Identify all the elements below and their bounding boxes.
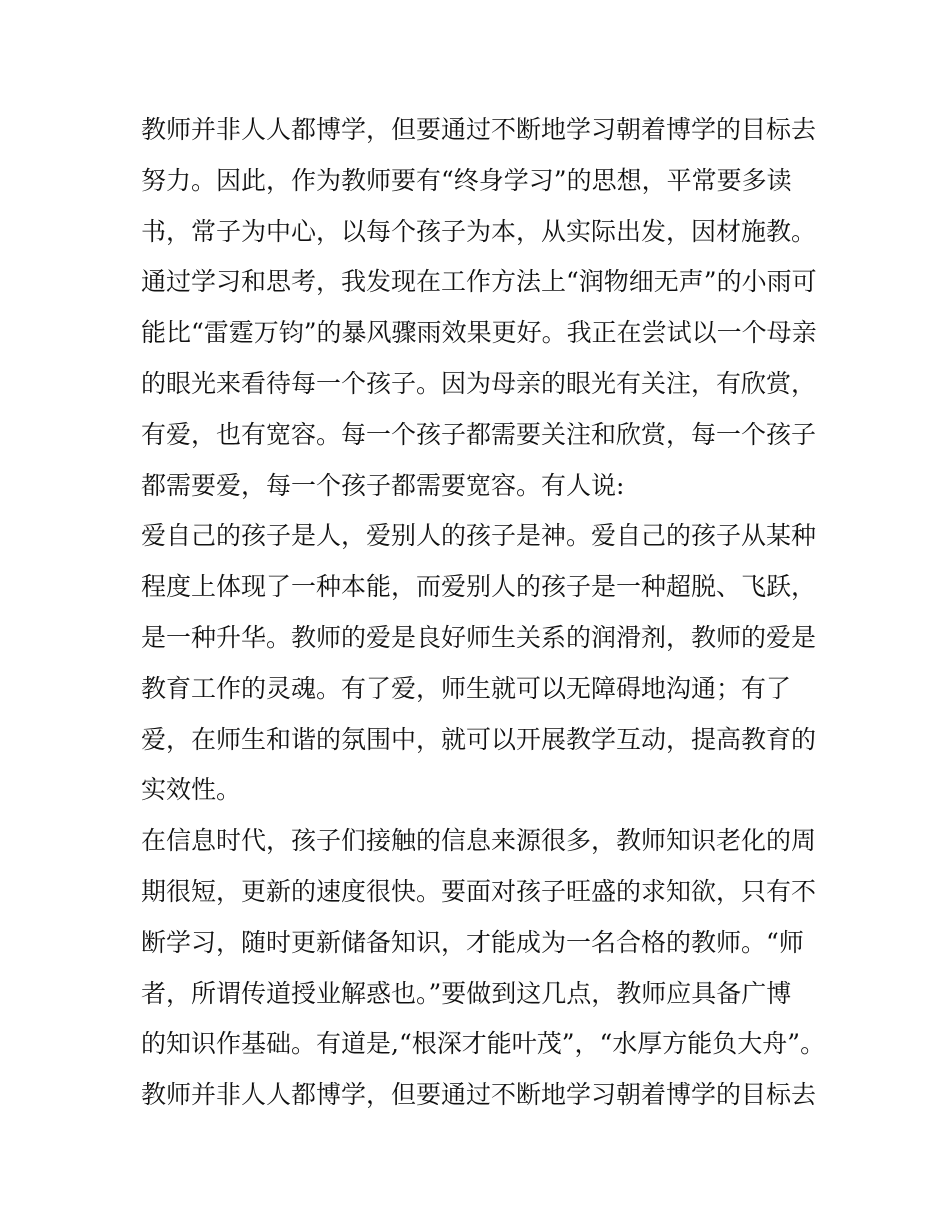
- text-line: 的知识作基础。有道是,“根深才能叶茂”，“水厚方能负大舟”。: [141, 1029, 826, 1059]
- text-line: 教师并非人人都博学，但要通过不断地学习朝着博学的目标去: [141, 1080, 817, 1110]
- text-line: 都需要爱，每一个孩子都需要宽容。有人说:: [141, 470, 625, 500]
- text-line: 爱，在师生和谐的氛围中，就可以开展教学互动，提高教育的: [141, 724, 817, 754]
- text-line: 者，所谓传道授业解惑也。”要做到这几点，教师应具备广博: [141, 978, 792, 1008]
- text-line: 能比“雷霆万钧”的暴风骤雨效果更好。我正在尝试以一个母亲: [141, 318, 817, 348]
- text-line: 在信息时代，孩子们接触的信息来源很多，教师知识老化的周: [141, 826, 817, 856]
- text-line: 通过学习和思考，我发现在工作方法上“润物细无声”的小雨可: [141, 267, 817, 297]
- text-line: 程度上体现了一种本能，而爱别人的孩子是一种超脱、飞跃，: [141, 572, 817, 602]
- text-line: 书，常子为中心，以每个孩子为本，从实际出发，因材施教。: [141, 216, 817, 246]
- text-line: 教育工作的灵魂。有了爱，师生就可以无障碍地沟通；有了: [141, 673, 792, 703]
- text-line: 实效性。: [141, 775, 242, 805]
- document-body: [141, 105, 826, 1121]
- text-line: 努力。因此，作为教师要有“终身学习”的思想，平常要多读: [141, 165, 792, 195]
- text-line: 的眼光来看待每一个孩子。因为母亲的眼光有关注，有欣赏，: [141, 368, 817, 398]
- text-line: 爱自己的孩子是人，爱别人的孩子是神。爱自己的孩子从某种: [141, 521, 817, 551]
- text-line: 是一种升华。教师的爱是良好师生关系的润滑剂，教师的爱是: [141, 622, 817, 652]
- text-line: 有爱，也有宽容。每一个孩子都需要关注和欣赏，每一个孩子: [141, 419, 817, 449]
- text-line: 教师并非人人都博学，但要通过不断地学习朝着博学的目标去: [141, 115, 817, 144]
- text-line: 断学习，随时更新储备知识，才能成为一名合格的教师。“师: [141, 927, 804, 957]
- text-line: 期很短，更新的速度很快。要面对孩子旺盛的求知欲，只有不: [141, 876, 817, 906]
